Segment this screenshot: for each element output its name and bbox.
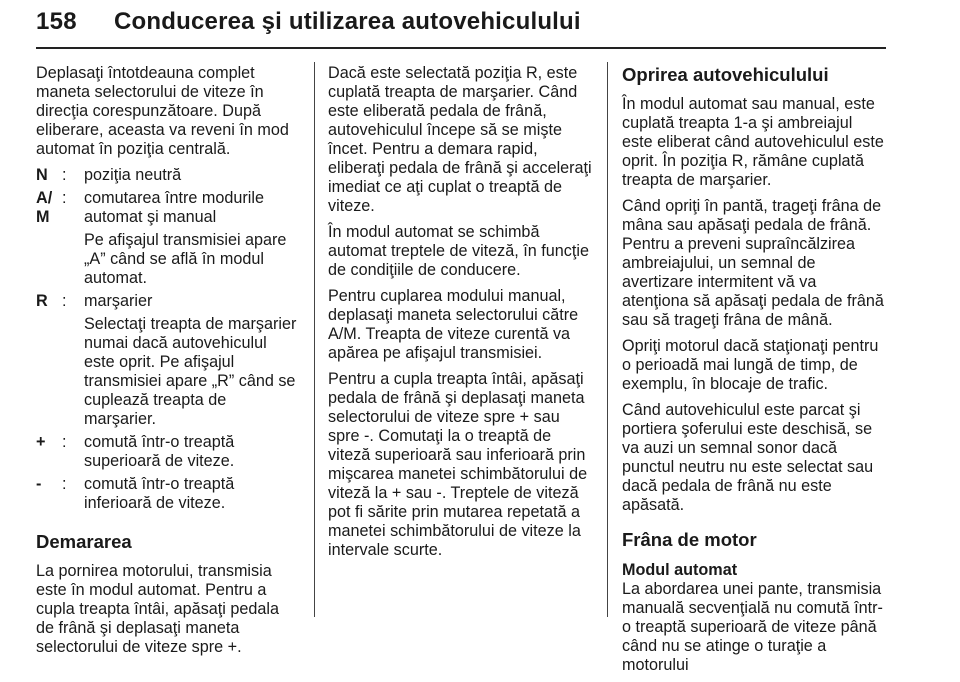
definition-term: N <box>36 166 48 184</box>
definition-item <box>36 292 301 433</box>
paragraph: În modul automat sau manual, este cuplată treapta 1-a şi ambreiajul este eliberat când autovehiculul este oprit. În poziţia R, rămâne cuplată treapta de marşarier. <box>622 95 884 189</box>
definition-text: poziţia neutră <box>84 166 182 184</box>
definition-item <box>36 189 301 292</box>
definition-colon: : <box>62 475 67 493</box>
definition-colon: : <box>62 166 67 184</box>
paragraph: În modul automat se schimbă automat treptele de viteză, în funcţie de condiţiile de conducere. <box>328 223 589 279</box>
demararea-paragraph: La pornirea motorului, transmisia este în modul automat. Pentru a cupla treapta întâi, apăsaţi pedala de frână şi deplasaţi maneta selectorului de viteze spre +. <box>36 562 279 656</box>
paragraph: Pentru a cupla treapta întâi, apăsaţi pedala de frână şi deplasaţi maneta selectorului de viteze spre + sau spre -. Comutaţi la o treaptă de viteză superioară sau inferioară prin mişcarea manetei schimbătorului de viteză la + sau -. Treptele de viteză pot fi sărite prin mutarea repetată a manetei schimbătorului de viteze la intervale scurte. <box>328 370 588 559</box>
definition-item <box>36 475 301 517</box>
intro-paragraph: Deplasaţi întotdeauna complet maneta selectorului de viteze în direcţia corespunzătoare. După eliberare, aceasta va reveni în mod automat în poziţia centrală. <box>36 64 289 158</box>
column-divider <box>314 62 315 617</box>
paragraph: Opriţi motorul dacă staţionaţi pentru o perioadă mai lungă de timp, de exemplu, în blocaje de trafic. <box>622 337 879 393</box>
definition-term: A/ M <box>36 189 53 226</box>
page-number: 158 <box>36 8 77 35</box>
definition-colon: : <box>62 292 67 310</box>
page-title: Conducerea şi utilizarea autovehiculului <box>114 8 581 35</box>
definition-term: + <box>36 433 46 451</box>
column-1 <box>36 64 301 664</box>
definition-term: R <box>36 292 48 310</box>
definition-text: comutarea între modurile automat şi manual <box>84 189 264 226</box>
definition-note: Selectaţi treapta de marşarier numai dacă autovehiculul este oprit. Pe afişajul transmisiei apare „R” când se cuplează treapta de marşarier. <box>84 315 297 428</box>
column-3 <box>622 64 887 682</box>
definition-text: marşarier <box>84 292 153 310</box>
column-divider <box>607 62 608 617</box>
definition-text: comută într-o treaptă inferioară de viteze. <box>84 475 235 512</box>
page-header <box>36 4 886 48</box>
definition-list <box>36 166 301 517</box>
definition-term: - <box>36 475 42 493</box>
header-rule <box>36 47 886 49</box>
definition-note: Pe afişajul transmisiei apare „A” când se află în modul automat. <box>84 231 287 287</box>
section-heading-oprirea: Oprirea autovehiculului <box>622 64 829 85</box>
column-2 <box>328 64 593 567</box>
definition-colon: : <box>62 189 67 207</box>
definition-item <box>36 166 301 189</box>
definition-item <box>36 433 301 475</box>
section-heading-frana-de-motor: Frâna de motor <box>622 529 757 550</box>
subsection-heading-modul-automat: Modul automat <box>622 561 738 579</box>
definition-text: comută într-o treaptă superioară de viteze. <box>84 433 235 470</box>
paragraph: Dacă este selectată poziţia R, este cuplată treapta de marşarier. Când este eliberată pedala de frână, autovehiculul începe să se mişte încet. Pentru a demara rapid, eliberaţi pedala de frână şi acceleraţi imediat ce aţi cuplat o treaptă de viteze. <box>328 64 592 215</box>
paragraph: La abordarea unei pante, transmisia manuală secvenţială nu comută într-o treaptă superioară de viteze până când nu se atinge o turaţie a motorului <box>622 580 883 674</box>
section-heading-demararea: Demararea <box>36 531 132 552</box>
definition-colon: : <box>62 433 67 451</box>
paragraph: Când autovehiculul este parcat şi portiera şoferului este deschisă, se va auzi un semnal sonor dacă punctul neutru nu este selectat sau dacă pedala de frână nu este apăsată. <box>622 401 874 514</box>
paragraph: Pentru cuplarea modului manual, deplasaţi maneta selectorului către A/M. Treapta de viteze curentă va apărea pe afişajul transmisiei. <box>328 287 579 362</box>
paragraph: Când opriţi în pantă, trageţi frâna de mâna sau apăsaţi pedala de frână. Pentru a preveni supraîncălzirea ambreiajului, un semnal de avertizare intermitent vă va atenţiona să apăsaţi pedala de frână sau să trageţi frâna de mână. <box>622 197 884 329</box>
